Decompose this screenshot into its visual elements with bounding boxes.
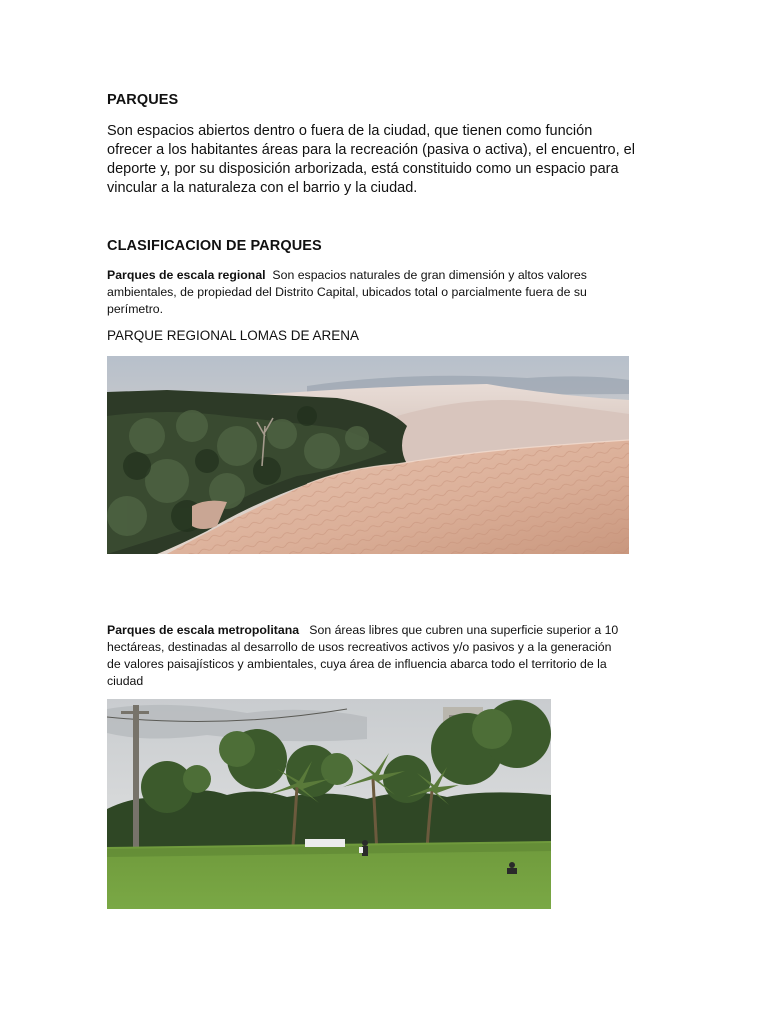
photo-sand-dunes-forest: [107, 356, 629, 554]
paragraph-line: ofrecer a los habitantes áreas para la recreación (pasiva o activa), el encuentro, el: [107, 142, 635, 158]
regional-caption: PARQUE REGIONAL LOMAS DE ARENA: [107, 328, 360, 343]
regional-line: ambientales, de propiedad del Distrito Capital, ubicados total o parcialmente fuera de su: [107, 285, 587, 299]
regional-text: Son espacios naturales de gran dimensión y altos valores: [265, 268, 587, 282]
paragraph-line: deporte y, por su disposición arborizada, está constituido como un espacio para: [107, 161, 619, 177]
paragraph-line: vincular a la naturaleza con el barrio y la ciudad.: [107, 180, 418, 196]
metropolitan-line: hectáreas, destinadas al desarrollo de usos recreativos activos y/o pasivos y a la generación: [107, 640, 612, 654]
heading-parques: PARQUES: [107, 92, 179, 108]
metropolitan-text: Son áreas libres que cubren una superficie superior a 10: [299, 623, 619, 637]
metropolitan-term: Parques de escala metropolitana: [107, 623, 300, 637]
paragraph-line: Son espacios abiertos dentro o fuera de la ciudad, que tienen como función: [107, 123, 593, 139]
metropolitan-line: de valores paisajísticos y ambientales, cuya área de influencia abarca todo el territorio de la: [107, 657, 607, 671]
heading-clasificacion: CLASIFICACION DE PARQUES: [107, 238, 322, 254]
regional-line: perímetro.: [107, 302, 164, 316]
metropolitan-line: ciudad: [107, 674, 144, 688]
metropolitan-description: [107, 622, 667, 690]
regional-term: Parques de escala regional: [107, 268, 266, 282]
photo-metropolitan-park: [107, 699, 551, 909]
parques-paragraph: [107, 122, 687, 198]
regional-description: [107, 267, 667, 318]
